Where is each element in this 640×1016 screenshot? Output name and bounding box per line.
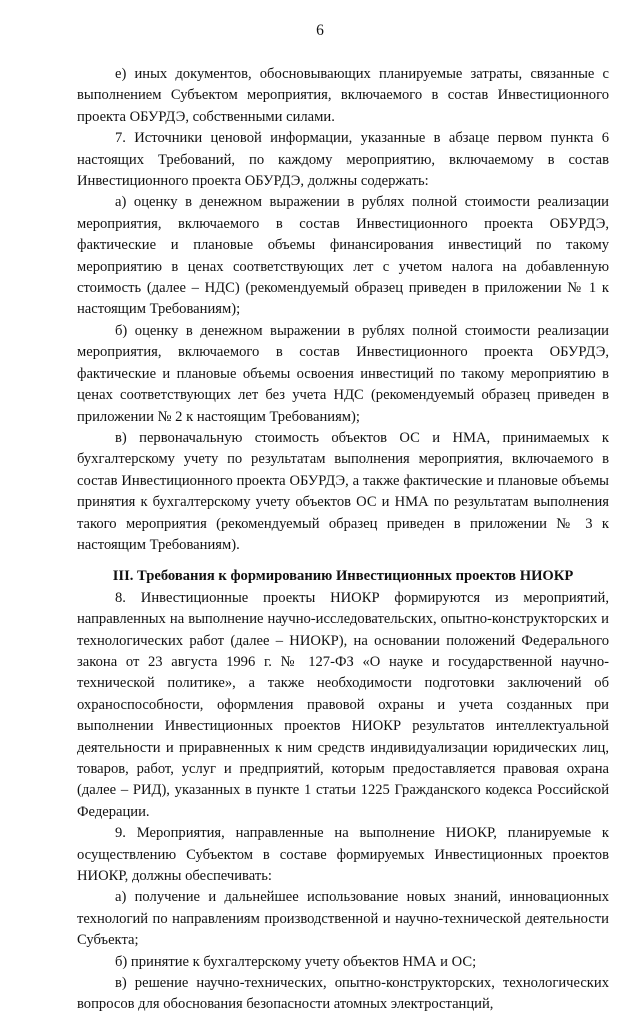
paragraph-7v-initial-cost: в) первоначальную стоимость объектов ОС и НМА, принимаемых к бухгалтерскому учету по результатам выполнения мероприятия, включаемого в состав Инвестиционного проекта ОБУРДЭ, а также фактические и плановые объемы принятия к бухгалтерскому учету объектов ОС и НМА по результатам выполнения такого мероприятия (рекомендуемый образец приведен в приложении № 3 к настоящим Требованиям). <box>77 429 609 553</box>
paragraph-8-niokr-projects: 8. Инвестиционные проекты НИОКР формируются из мероприятий, направленных на выполнение научно-исследовательских, опытно-конструкторских и технологических работ (далее – НИОКР), на основании положений Федерального закона от 23 августа 1996 г. № 127-ФЗ «О науке и государственной научно-технической политике», а также необходимости подготовки заключений об охраноспособности, оформления правовой охраны и учета созданных при выполнении Инвестиционных проектов НИОКР результатов интеллектуальной деятельности и приравненных к ним средств индивидуализации юридических лиц, товаров, работ, услуг и предприятий, которым предоставляется правовая охрана (далее – РИД), указанных в пункте 1 статьи 1225 Гражданского кодекса Российской Федерации. <box>77 589 609 820</box>
paragraph-9v-technical-questions: в) решение научно-технических, опытно-конструкторских, технологических вопросов для обоснования безопасности атомных электростанций, <box>77 975 609 1013</box>
paragraph-9b-accounting: б) принятие к бухгалтерскому учету объектов НМА и ОС; <box>115 953 477 970</box>
paragraph-e-other-documents: е) иных документов, обосновывающих планируемые затраты, связанные с выполнением Субъектом мероприятия, включаемого в состав Инвестиционного проекта ОБУРДЭ, собственными силами. <box>77 66 609 125</box>
paragraph-7b-cost-without-vat: б) оценку в денежном выражении в рублях полной стоимости реализации мероприятия, включаемого в состав Инвестиционного проекта ОБУРДЭ, фактические и плановые объемы освоения инвестиций по такому мероприятию в ценах соответствующих лет без учета НДС (рекомендуемый образец приведен в приложении № 2 к настоящим Требованиям); <box>77 322 609 425</box>
paragraph-9a-new-knowledge: а) получение и дальнейшее использование новых знаний, инновационных технологий по направлениям производственной и научно-технической деятельности Субъекта; <box>77 889 609 949</box>
section-heading-iii: III. Требования к формированию Инвестиционных проектов НИОКР <box>112 568 574 585</box>
paragraph-9-niokr-measures: 9. Мероприятия, направленные на выполнение НИОКР, планируемые к осуществлению Субъектом в составе формируемых Инвестиционных проектов НИОКР, должны обеспечивать: <box>77 825 609 885</box>
document-body <box>77 64 609 1016</box>
page-number: 6 <box>316 22 324 39</box>
paragraph-7a-cost-with-vat: а) оценку в денежном выражении в рублях полной стоимости реализации мероприятия, включаемого в состав Инвестиционного проекта ОБУРДЭ, фактические и плановые объемы финансирования инвестиций по такому мероприятию в ценах соответствующих лет с учетом налога на добавленную стоимость (далее – НДС) (рекомендуемый образец приведен в приложении № 1 к настоящим Требованиям); <box>77 194 609 318</box>
paragraph-7-price-sources: 7. Источники ценовой информации, указанные в абзаце первом пункта 6 настоящих Требований, по каждому мероприятию, включаемому в состав Инвестиционного проекта ОБУРДЭ, должны содержать: <box>77 130 609 190</box>
